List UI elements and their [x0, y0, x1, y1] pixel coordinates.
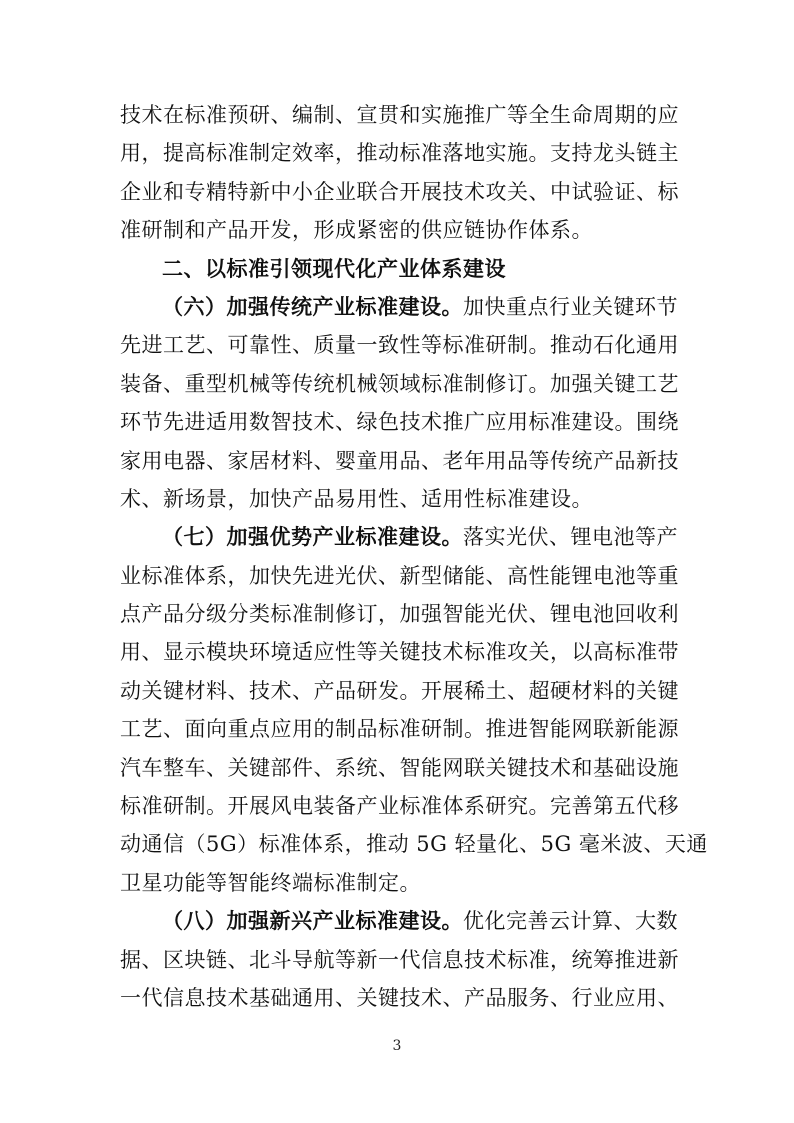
paragraph-7-lead: （七）加强优势产业标准建设。 [162, 524, 463, 550]
paragraph-6-first-line [120, 288, 676, 326]
paragraph-6-first-line-rest: 加快重点行业关键环节 [463, 294, 678, 319]
text-line: 动关键材料、技术、产品研发。开展稀土、超硬材料的关键 [120, 678, 679, 703]
paragraph-6-lead: （六）加强传统产业标准建设。 [162, 293, 463, 319]
paragraph-8-lead: （八）加强新兴产业标准建设。 [162, 908, 463, 934]
text-line: 准研制和产品开发，形成紧密的供应链协作体系。 [120, 218, 593, 243]
paragraph-7-first-line-rest: 落实光伏、锂电池等产 [463, 525, 678, 550]
text-line: 工艺、面向重点应用的制品标准研制。推进智能网联新能源 [120, 717, 679, 742]
paragraph-7-first-line [120, 518, 676, 556]
text-line: 用、显示模块环境适应性等关键技术标准攻关，以高标准带 [120, 640, 679, 665]
text-line: 装备、重型机械等传统机械领域标准制修订。加强关键工艺 [120, 371, 679, 396]
text-line: 业标准体系，加快先进光伏、新型储能、高性能锂电池等重 [120, 563, 679, 588]
body-text [120, 96, 708, 1017]
text-line: 术、新场景，加快产品易用性、适用性标准建设。 [120, 486, 593, 511]
text-line: 据、区块链、北斗导航等新一代信息技术标准，统筹推进新 [120, 947, 679, 972]
text-line: 动通信（5G）标准体系，推动 5G 轻量化、5G 毫米波、天通 [120, 832, 708, 857]
section-heading: 二、以标准引领现代化产业体系建设 [162, 256, 506, 281]
text-line: 点产品分级分类标准制修订，加强智能光伏、锂电池回收利 [120, 602, 679, 627]
text-line: 技术在标准预研、编制、宣贯和实施推广等全生命周期的应 [120, 103, 679, 127]
page-number: 3 [392, 1038, 402, 1054]
text-line: 家用电器、家居材料、婴童用品、老年用品等传统产品新技 [120, 448, 679, 473]
text-line: 企业和专精特新中小企业联合开展技术攻关、中试验证、标 [120, 179, 679, 204]
text-line: 用，提高标准制定效率，推动标准落地实施。支持龙头链主 [120, 141, 679, 166]
text-line: 汽车整车、关键部件、系统、智能网联关键技术和基础设施 [120, 755, 679, 780]
paragraph-8-first-line-rest: 优化完善云计算、大数 [463, 909, 678, 934]
text-line: 先进工艺、可靠性、质量一致性等标准研制。推动石化通用 [120, 333, 679, 358]
paragraph-8-first-line [120, 902, 676, 940]
text-line: 卫星功能等智能终端标准制定。 [120, 870, 421, 895]
text-line: 环节先进适用数智技术、绿色技术推广应用标准建设。围绕 [120, 410, 679, 435]
text-line: 一代信息技术基础通用、关键技术、产品服务、行业应用、 [120, 985, 679, 1010]
text-line: 标准研制。开展风电装备产业标准体系研究。完善第五代移 [120, 794, 679, 819]
